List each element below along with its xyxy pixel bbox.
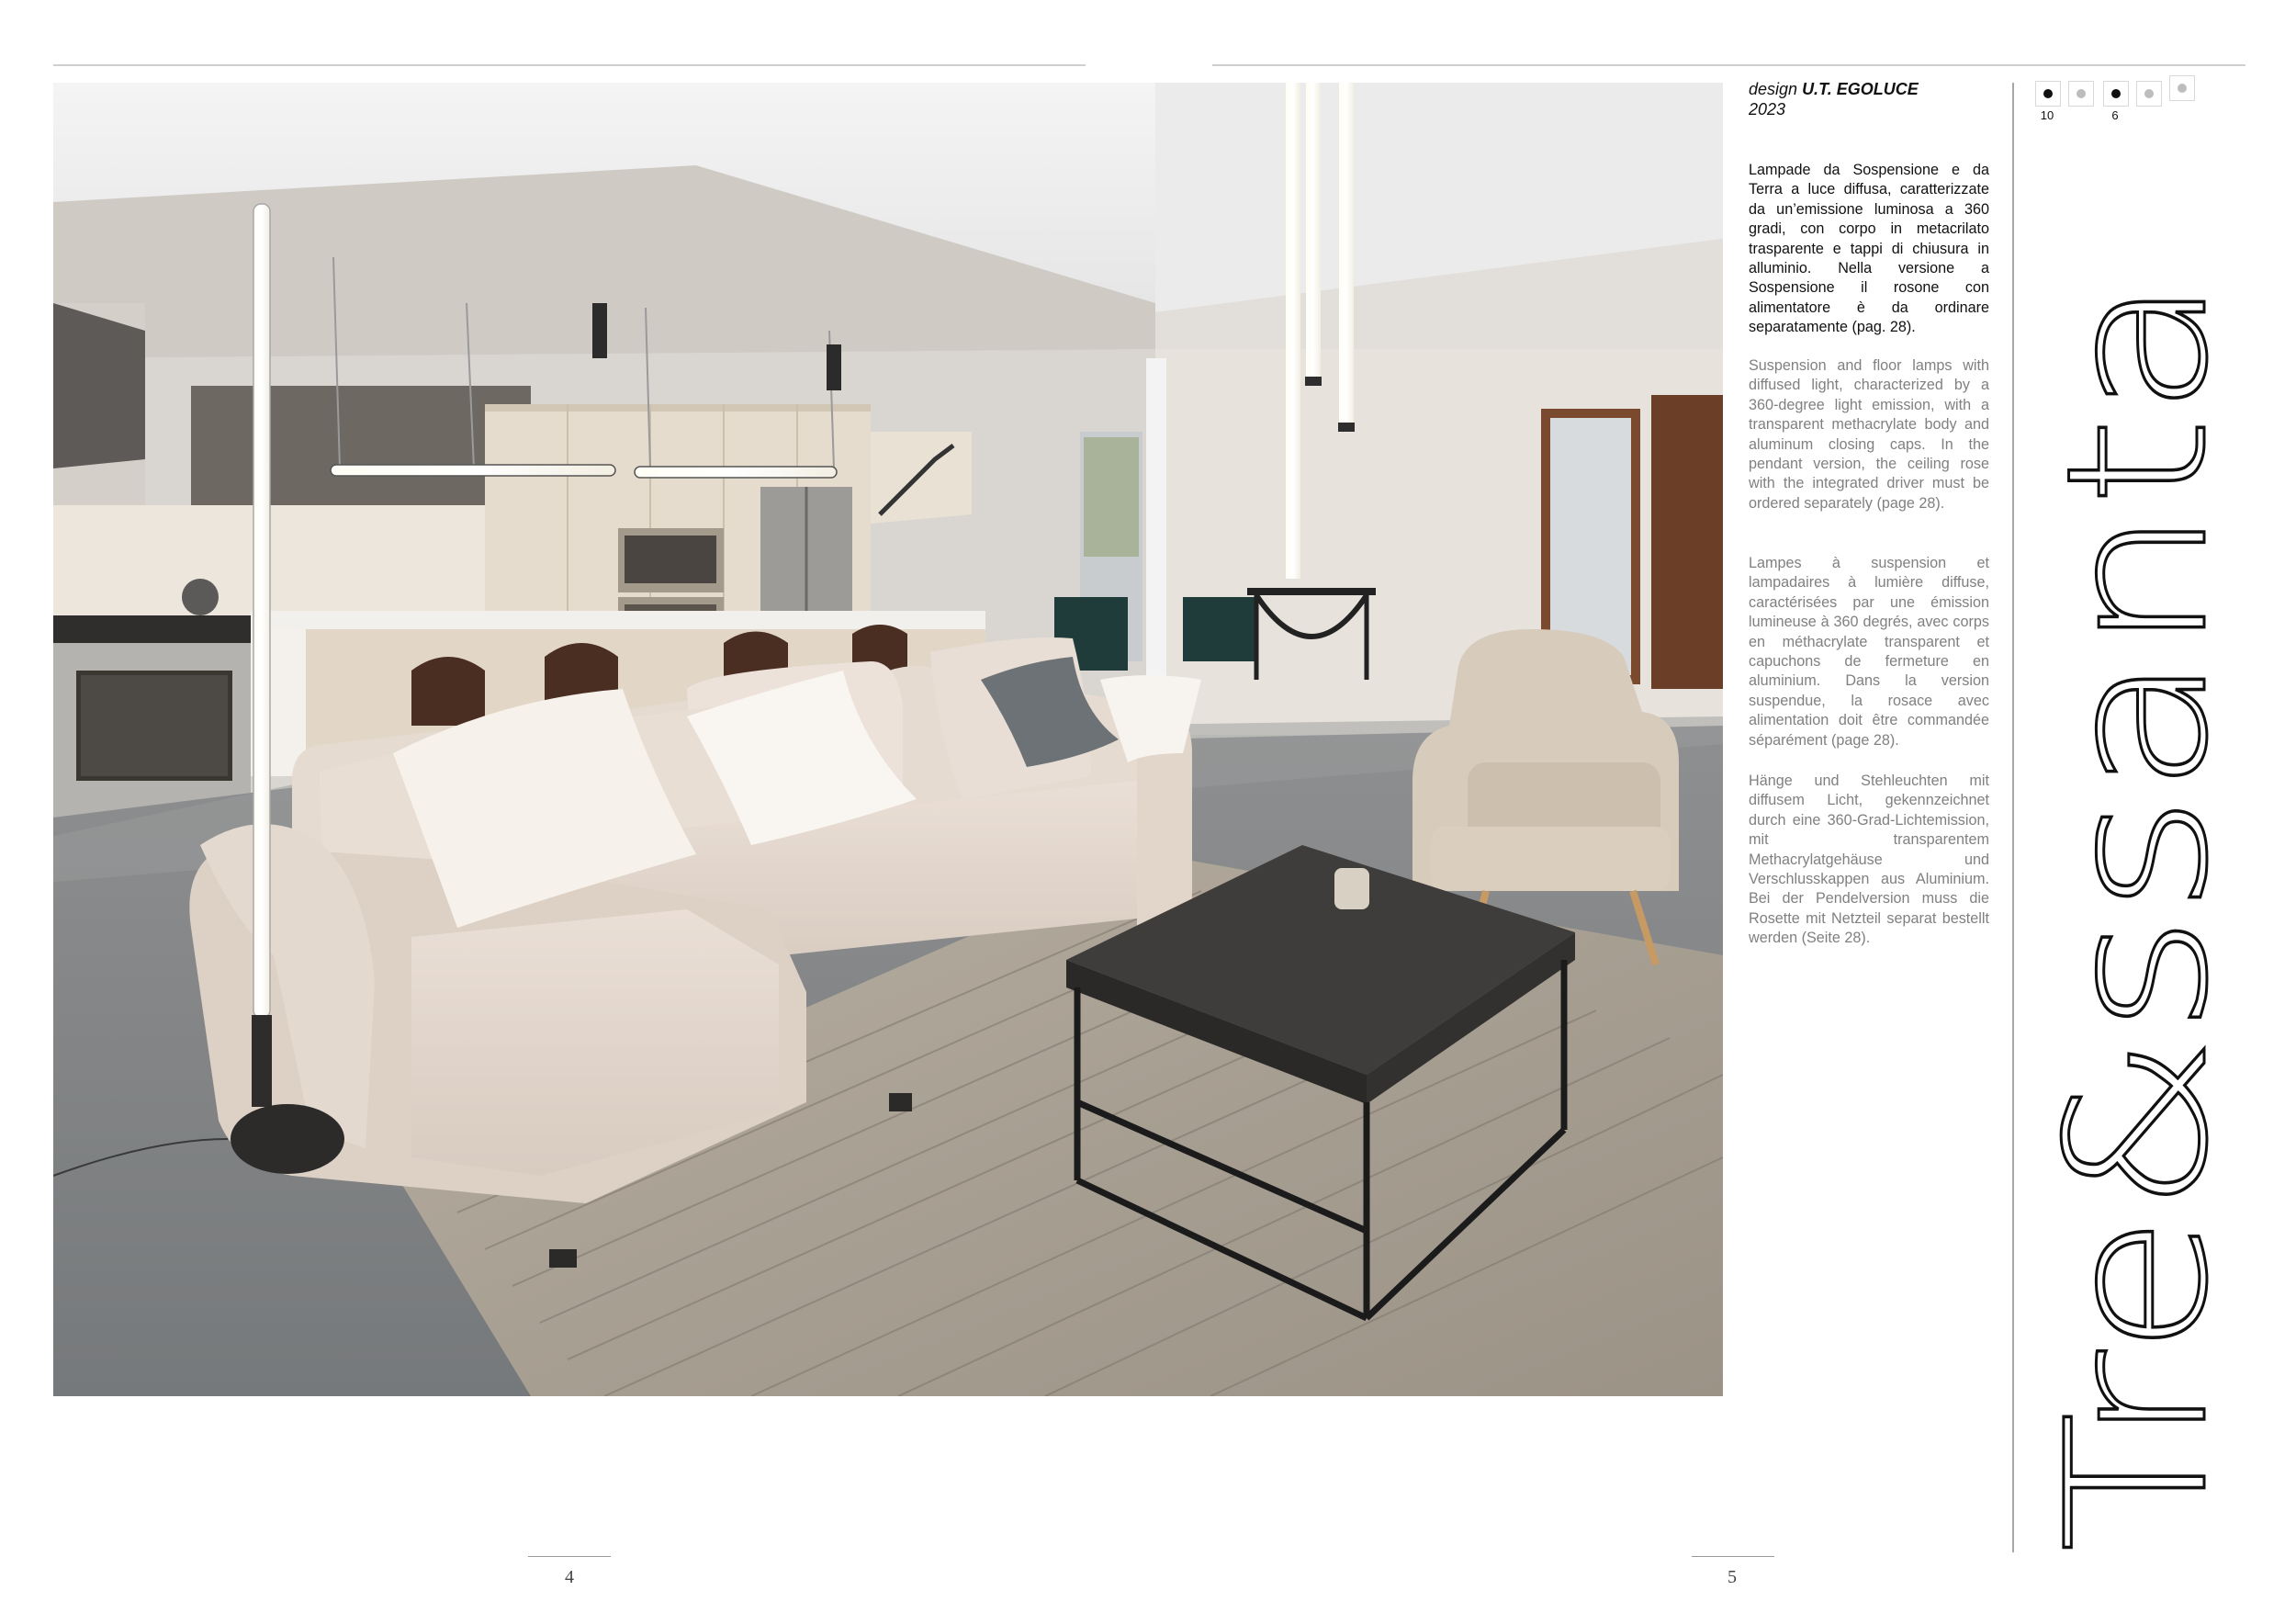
- variant-icon-1: [2035, 81, 2061, 107]
- description-french: Lampes à suspension et lampadaires à lumière diffuse, caractérisées par une émission lumineuse à 360 degrés, avec corps en méthacrylate transparent et capuchons de fermeture en aluminium. Dans la version suspendue, la rosace avec alimentation doit être commandée séparément (page 28).: [1749, 555, 1989, 749]
- design-year: 2023: [1749, 100, 1786, 118]
- top-rule-left: [53, 64, 1086, 66]
- page-rule-right: [1692, 1556, 1774, 1557]
- brand-title: [2020, 276, 2241, 1562]
- vertical-divider: [2012, 83, 2014, 1552]
- top-rule-right: [1212, 64, 2245, 66]
- variant-label-3: 6: [2111, 108, 2119, 122]
- dot-icon: [2178, 84, 2187, 93]
- dot-icon: [2111, 89, 2121, 98]
- designer-name: U.T. EGOLUCE: [1802, 80, 1919, 98]
- page-number-left: 4: [565, 1567, 574, 1587]
- variant-icon-4: [2136, 81, 2162, 107]
- page-number-right: 5: [1728, 1567, 1737, 1587]
- design-prefix: design: [1749, 80, 1798, 98]
- brand-title-text: Tre&ssanta: [2025, 483, 2241, 1552]
- dot-icon: [2077, 89, 2086, 98]
- dot-icon: [2043, 89, 2053, 98]
- variant-label-1: 10: [2040, 108, 2054, 122]
- product-variant-icons: [2035, 81, 2191, 127]
- dot-icon: [2144, 89, 2154, 98]
- description-english: Suspension and floor lamps with diffused light, characterized by a 360-degree light emission, with a transparent methacrylate body and aluminum closing caps. In the pendant version, the ceiling rose with the integrated driver must be ordered separately (page 28).: [1749, 357, 1989, 512]
- description-italian: Lampade da Sospensione e da Terra a luce diffusa, caratterizzate da un’emissione luminosa a 360 gradi, con corpo in metacrilato trasparente e tappi di chiusura in alluminio. Nella versione a Sospensione il rosone con alimentatore è da ordinare separatamente (pag. 28).: [1749, 162, 1989, 336]
- variant-icon-3: [2103, 81, 2129, 107]
- variant-icon-5: [2169, 75, 2195, 101]
- description-german: Hänge und Stehleuchten mit diffusem Licht, gekennzeichnet durch eine 360-Grad-Lichtemission, mit transparentem Methacrylatgehäuse und Verschlusskappen aus Aluminium. Bei der Pendelversion muss die Rosette mit Netzteil separat bestellt werden (Seite 28).: [1749, 773, 1989, 947]
- variant-icon-2: [2068, 81, 2094, 107]
- design-credit: [1749, 79, 1997, 119]
- page-rule-left: [528, 1556, 611, 1557]
- interior-photo: [53, 83, 1723, 1396]
